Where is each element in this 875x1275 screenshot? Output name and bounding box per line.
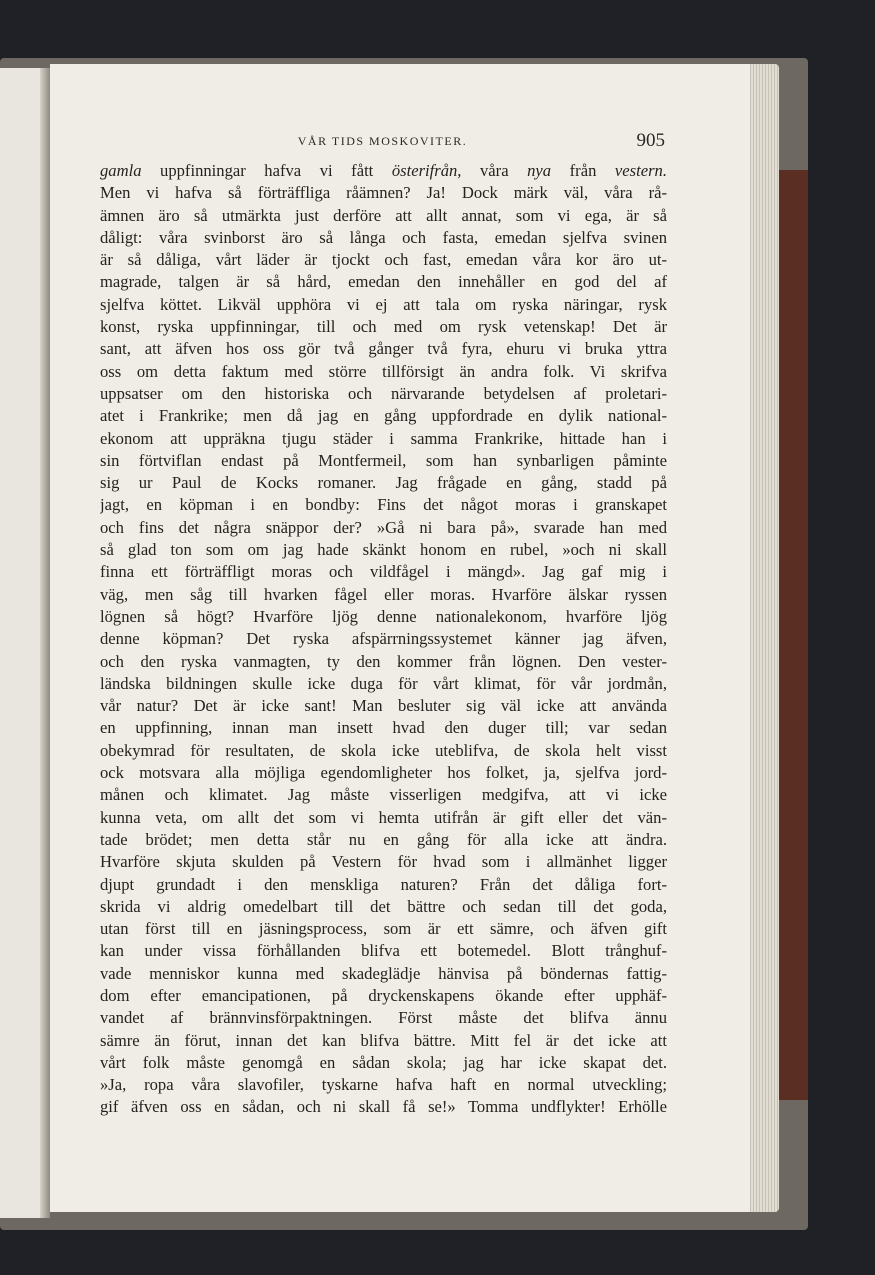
text-line: månen och klimatet. Jag måste visserligen medgifva, att vi icke xyxy=(100,785,667,805)
text-line: tade brödet; men detta står nu en gång för alla icke att ändra. xyxy=(100,829,667,849)
italic-word: österifrån, xyxy=(391,161,462,180)
text-line: vandet af brännvinsförpaktningen. Först måste det blifva ännu xyxy=(100,1008,667,1028)
text-line: sämre än förut, innan det kan blifva bättre. Mitt fel är det icke att xyxy=(100,1030,667,1050)
text-line: konst, ryska uppfinningar, till och med om rysk vetenskap! Det är xyxy=(100,317,667,337)
text-span: från xyxy=(551,161,615,180)
cover-cloth xyxy=(776,170,808,1100)
text-line: kunna veta, om allt det som vi hemta utifrån är gift eller det vän- xyxy=(100,807,667,827)
text-line: »Ja, ropa våra slavofiler, tyskarne hafva haft en normal utveckling; xyxy=(100,1075,667,1095)
text-line: Hvarföre skjuta skulden på Vestern för hvad som i allmänhet ligger xyxy=(100,852,667,872)
text-line: magrade, talgen är så hård, emedan den innehåller en god del af xyxy=(100,272,667,292)
text-line: utan först till en jäsningsprocess, som är ett sämre, och äfven gift xyxy=(100,919,667,939)
text-span: våra xyxy=(461,161,528,180)
page-number: 905 xyxy=(636,130,665,151)
text-line: vårt folk måste genomgå en sådan skola; jag har icke skapat det. xyxy=(100,1052,667,1072)
text-line: sant, att äfven hos oss gör två gånger två fyra, ehuru vi bruka yttra xyxy=(100,339,667,359)
text-line: denne köpman? Det ryska afspärrningssystemet känner jag äfven, xyxy=(100,629,667,649)
text-line: vår natur? Det är icke sant! Man besluter sig väl icke att använda xyxy=(100,696,667,716)
text-line: ock motsvara alla möjliga egendomligheter hos folket, ja, sjelfva jord- xyxy=(100,763,667,783)
text-line: skrida vi aldrig omedelbart till det bättre och sedan till det goda, xyxy=(100,896,667,916)
text-line: jagt, en köpman i en bondby: Fins det något moras i granskapet xyxy=(100,495,667,515)
text-line: dom efter emancipationen, på dryckenskapens ökande efter upphäf- xyxy=(100,985,667,1005)
running-head-title: VÅR TIDS MOSKOVITER. xyxy=(297,134,468,148)
italic-word: gamla xyxy=(100,161,142,180)
text-line: atet i Frankrike; men då jag en gång uppfordrade en dylik national- xyxy=(100,406,667,426)
text-line: oss om detta faktum med större tillförsigt än andra folk. Vi skrifva xyxy=(100,361,667,381)
text-line: gif äfven oss en sådan, och ni skall få se!» Tomma undflykter! Erhölle xyxy=(100,1097,667,1117)
text-line: vade menniskor kunna med skadeglädje hänvisa på böndernas fattig- xyxy=(100,963,667,983)
text-line: obekymrad för resultaten, de skola icke uteblifva, de skola helt visst xyxy=(100,740,667,760)
body-text xyxy=(100,160,667,1119)
text-line: finna ett förträffligt moras och vildfågel i mängd». Jag gaf mig i xyxy=(100,562,667,582)
text-line: dåligt: våra svinborst äro så långa och fasta, emedan sjelfva svinen xyxy=(100,227,667,247)
text-line: djupt grundadt i den menskliga naturen? Från det dåliga fort- xyxy=(100,874,667,894)
text-line: uppsatser om den historiska och närvarande betydelsen af proletari- xyxy=(100,383,667,403)
text-line: sig ur Paul de Kocks romaner. Jag frågade en gång, stadd på xyxy=(100,473,667,493)
text-line: sin förtviflan endast på Montfermeil, som han synbarligen påminte xyxy=(100,450,667,470)
text-line xyxy=(100,160,667,182)
italic-word: vestern. xyxy=(614,161,667,180)
text-line: är så dåliga, vårt läder är tjockt och fast, emedan våra kor äro ut- xyxy=(100,250,667,270)
running-head xyxy=(100,128,665,154)
text-line: och den ryska vanmagten, ty den kommer från lögnen. Den vester- xyxy=(100,651,667,671)
text-line: ländska bildningen skulle icke duga för vårt klimat, för vår jordmån, xyxy=(100,673,667,693)
page-stack-edges xyxy=(745,64,779,1212)
gutter-shadow xyxy=(40,68,50,1218)
text-line: ämnen äro så utmärkta just derföre att allt annat, som vi ega, är så xyxy=(100,205,667,225)
text-line: Men vi hafva så förträffliga råämnen? Ja! Dock märk väl, våra rå- xyxy=(100,183,667,203)
text-line: väg, men såg till hvarken fågel eller moras. Hvarföre älskar ryssen xyxy=(100,584,667,604)
text-line: sjelfva köttet. Likväl upphöra vi ej att tala om ryska näringar, rysk xyxy=(100,294,667,314)
text-line: lögnen så högt? Hvarföre ljög denne nationalekonom, hvarföre ljög xyxy=(100,606,667,626)
text-span: uppfinningar hafva vi fått xyxy=(141,161,392,180)
text-line: kan under vissa förhållanden blifva ett botemedel. Blott trånghuf- xyxy=(100,941,667,961)
text-line: och fins det några snäppor der? »Gå ni bara på», svarade han med xyxy=(100,517,667,537)
text-line: ekonom att uppräkna tjugu städer i samma Frankrike, hittade han i xyxy=(100,428,667,448)
text-line: en uppfinning, innan man insett hvad den duger till; var sedan xyxy=(100,718,667,738)
italic-word: nya xyxy=(527,161,552,180)
text-line: så glad ton som om jag hade skänkt honom en rubel, »och ni skall xyxy=(100,540,667,560)
